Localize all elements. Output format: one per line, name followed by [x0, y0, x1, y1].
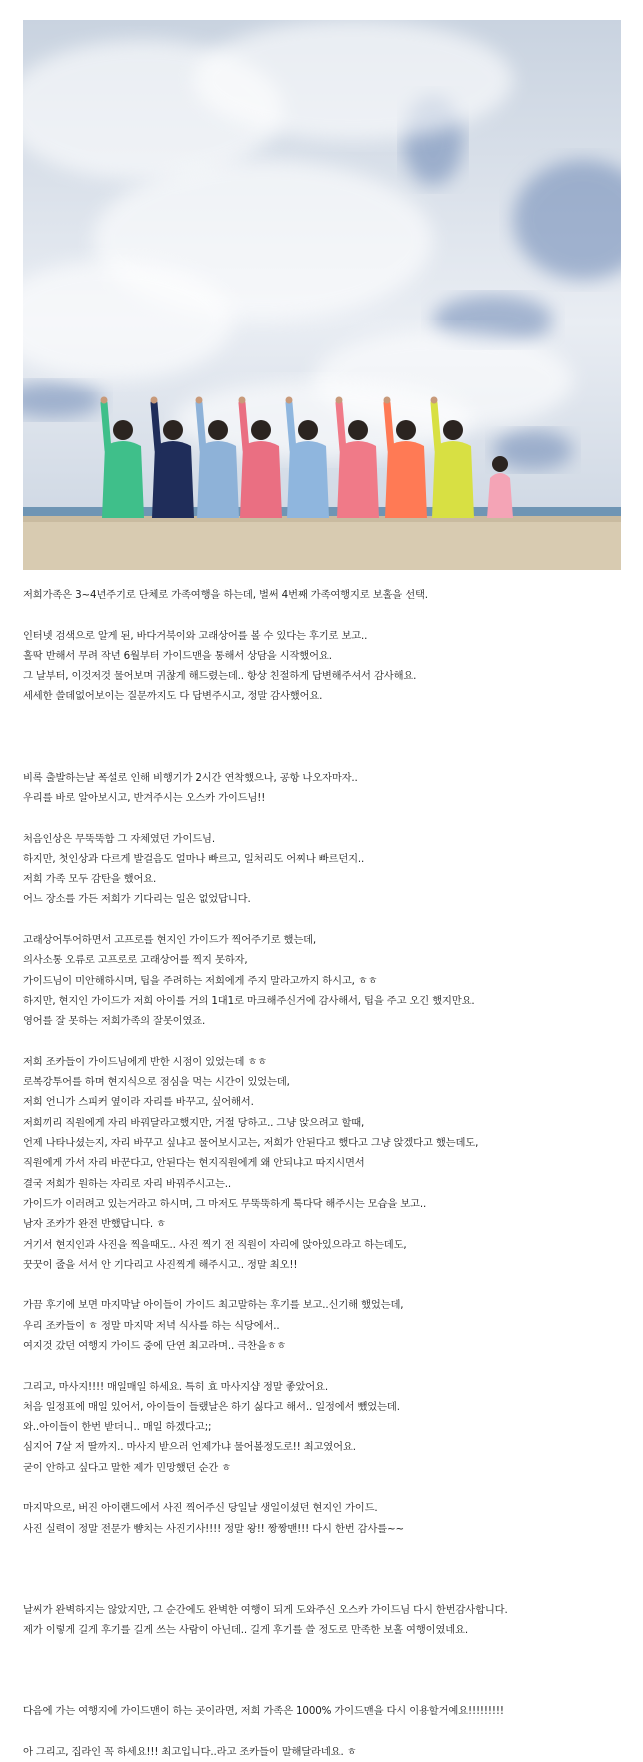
review-paragraph-line: 여지것 갔던 여행지 가이드 중에 단연 최고라며.. 극찬을ㅎㅎ [23, 1339, 287, 1352]
review-paragraph-line: 고래상어투어하면서 고프로를 현지인 가이드가 찍어주기로 했는데, [23, 934, 317, 947]
review-paragraph-line: 날씨가 완벽하지는 않았지만, 그 순간에도 완벽한 여행이 되게 도와주신 오스카 가이드님 다시 한번감사합니다. [23, 1603, 508, 1616]
blank-line [23, 747, 623, 767]
review-paragraph-line: 하지만, 첫인상과 다르게 발걸음도 얼마나 빠르고, 일처리도 어찌나 빠르던지.. [23, 852, 365, 865]
blank-line [23, 605, 623, 625]
review-paragraph-line: 마지막으로, 버진 아이랜드에서 사진 찍어주신 당일날 생일이셨던 현지인 가이드. [23, 1502, 378, 1515]
beach-scene-image [23, 20, 621, 570]
blank-line [23, 1722, 623, 1742]
review-paragraph-line: 저희 조카들이 가이드님에게 반한 시점이 있었는데 ㅎㅎ [23, 1055, 268, 1068]
review-paragraph-line: 저희 가족 모두 감탄을 했어요. [23, 873, 157, 886]
review-paragraph-line: 가이드가 이러려고 있는거라고 하시며, 그 마저도 무뚝뚝하게 툭다닥 해주시는 모습을 보고.. [23, 1197, 427, 1210]
blank-line [23, 1681, 623, 1701]
blank-line [23, 727, 623, 747]
review-paragraph-line: 저희가족은 3~4년주기로 단체로 가족여행을 하는데, 벌써 4번째 가족여행지로 보홀을 선택. [23, 589, 428, 601]
review-paragraph-line: 아 그리고, 집라인 꼭 하세요!!! 최고입니다..라고 조카들이 말해달라네요. ㅎ [23, 1745, 357, 1758]
blank-line [23, 1539, 623, 1559]
review-paragraph-line: 다음에 가는 여행지에 가이드맨이 하는 곳이라면, 저희 가족은 1000% 가이드맨을 다시 이용할거예요!!!!!!!!! [23, 1705, 504, 1718]
review-paragraph-line: 직원에게 가서 자리 바꾼다고, 안된다는 현지직원에게 왜 안되냐고 따지시면서 [23, 1157, 365, 1170]
cloud [193, 20, 513, 140]
sand [23, 516, 621, 570]
review-paragraph-line: 제가 이렇게 길게 후기를 길게 쓰는 사람이 아닌데.. 길게 후기를 쓸 정도로 만족한 보홀 여행이였네요. [23, 1624, 468, 1637]
review-paragraph-line: 로복강투어를 하며 현지식으로 점심을 먹는 시간이 있었는데, [23, 1076, 290, 1089]
review-paragraph-line: 하지만, 현지인 가이드가 저희 아이를 거의 1대1로 마크해주신거에 감사해서, 팁을 주고 오긴 했지만요. [23, 994, 475, 1007]
review-paragraph-line: 언제 나타나셨는지, 자리 바꾸고 싶냐고 물어보시고는, 저희가 안된다고 했다고 그냥 앉겠다고 했는데도, [23, 1137, 479, 1150]
blank-line [23, 707, 623, 727]
blank-line [23, 1275, 623, 1295]
review-paragraph-line: 사진 실력이 정말 전문가 뺨치는 사진기사!!!! 정말 왕!! 짱짱맨!!! 다시 한번 감사를~~ [23, 1522, 405, 1535]
blank-line [23, 808, 623, 828]
review-paragraph-line: 인터넷 검색으로 알게 된, 바다거북이와 고래상어를 볼 수 있다는 후기로 보고.. [23, 629, 368, 642]
review-paragraph-line: 그 날부터, 이것저것 물어보며 귀찮게 해드렸는데.. 항상 친절하게 답변해주셔서 감사해요. [23, 670, 417, 683]
review-paragraph-line: 심지어 7살 저 딸까지.. 마사지 받으러 언제가냐 물어볼정도로!! 최고였어요. [23, 1441, 356, 1454]
review-paragraph-line: 거기서 현지인과 사진을 찍을때도.. 사진 찍기 전 직원이 자리에 앉아있으라고 하는데도, [23, 1238, 407, 1251]
blank-line [23, 1580, 623, 1600]
review-paragraph-line: 결국 저희가 원하는 자리로 자리 바꿔주시고는.. [23, 1177, 231, 1190]
blank-line [23, 1032, 623, 1052]
review-paragraph-line: 어느 장소를 가든 저희가 기다리는 일은 없었답니다. [23, 893, 251, 906]
review-paragraph-line: 그리고, 마사지!!!! 매일매일 하세요. 특히 효 마사지샵 정말 좋았어요. [23, 1380, 328, 1393]
review-paragraph-line: 영어를 잘 못하는 저희가족의 잘못이였죠. [23, 1015, 206, 1028]
review-paragraph-line: 꿋꿋이 줄을 서서 안 기다리고 사진찍게 해주시고.. 정말 최오!! [23, 1258, 298, 1271]
review-paragraph-line: 홀딱 반해서 무려 작년 6월부터 가이드맨을 통해서 상담을 시작했어요. [23, 649, 332, 662]
review-paragraph-line: 처음 일정표에 매일 있어서, 아이들이 들랬날은 하기 싫다고 해서.. 일정에서 뺐었는데. [23, 1400, 400, 1413]
review-paragraph-line: 우리 조카들이 ㅎ 정말 마지막 저녁 식사를 하는 식당에서.. [23, 1319, 280, 1332]
family-beach-photo [23, 20, 621, 570]
review-paragraph-line: 의사소통 오류로 고프로로 고래상어를 찍지 못하자, [23, 954, 248, 967]
blank-line [23, 1478, 623, 1498]
blank-line [23, 1640, 623, 1660]
blank-line [23, 1661, 623, 1681]
review-paragraph-line: 저희끼리 직원에게 자리 바꿔달라고했지만, 거절 당하고.. 그냥 앉으려고 할때, [23, 1116, 365, 1129]
blank-line [23, 1356, 623, 1376]
review-text [23, 585, 623, 1762]
review-paragraph-line: 와..아이들이 한번 받더니.. 매일 하겠다고;; [23, 1421, 212, 1434]
review-paragraph-line: 굳이 안하고 싶다고 말한 제가 민망했던 순간 ㅎ [23, 1461, 231, 1474]
review-paragraph-line: 우리를 바로 알아보시고, 반겨주시는 오스카 가이드님!! [23, 791, 266, 804]
review-paragraph-line: 저희 언니가 스피커 옆이라 자리를 바꾸고, 싶어해서. [23, 1096, 254, 1109]
review-paragraph-line: 남자 조카가 완전 반했답니다. ㅎ [23, 1218, 166, 1231]
review-paragraph-line: 가끔 후기에 보면 마지막날 아이들이 가이드 최고말하는 후기를 보고..신기해 했었는데, [23, 1299, 404, 1312]
blank-line [23, 910, 623, 930]
review-paragraph-line: 비록 출발하는날 폭설로 인해 비행기가 2시간 연착했으나, 공항 나오자마자.. [23, 771, 358, 784]
blank-line [23, 1559, 623, 1579]
review-paragraph-line: 세세한 쓸데없어보이는 질문까지도 다 답변주시고, 정말 감사했어요. [23, 690, 323, 703]
review-paragraph-line: 가이드님이 미안해하시며, 팁을 주려하는 저희에게 주지 말라고까지 하시고, ㅎㅎ [23, 974, 378, 987]
review-paragraph-line: 처음인상은 무뚝뚝함 그 자체였던 가이드님. [23, 832, 215, 845]
